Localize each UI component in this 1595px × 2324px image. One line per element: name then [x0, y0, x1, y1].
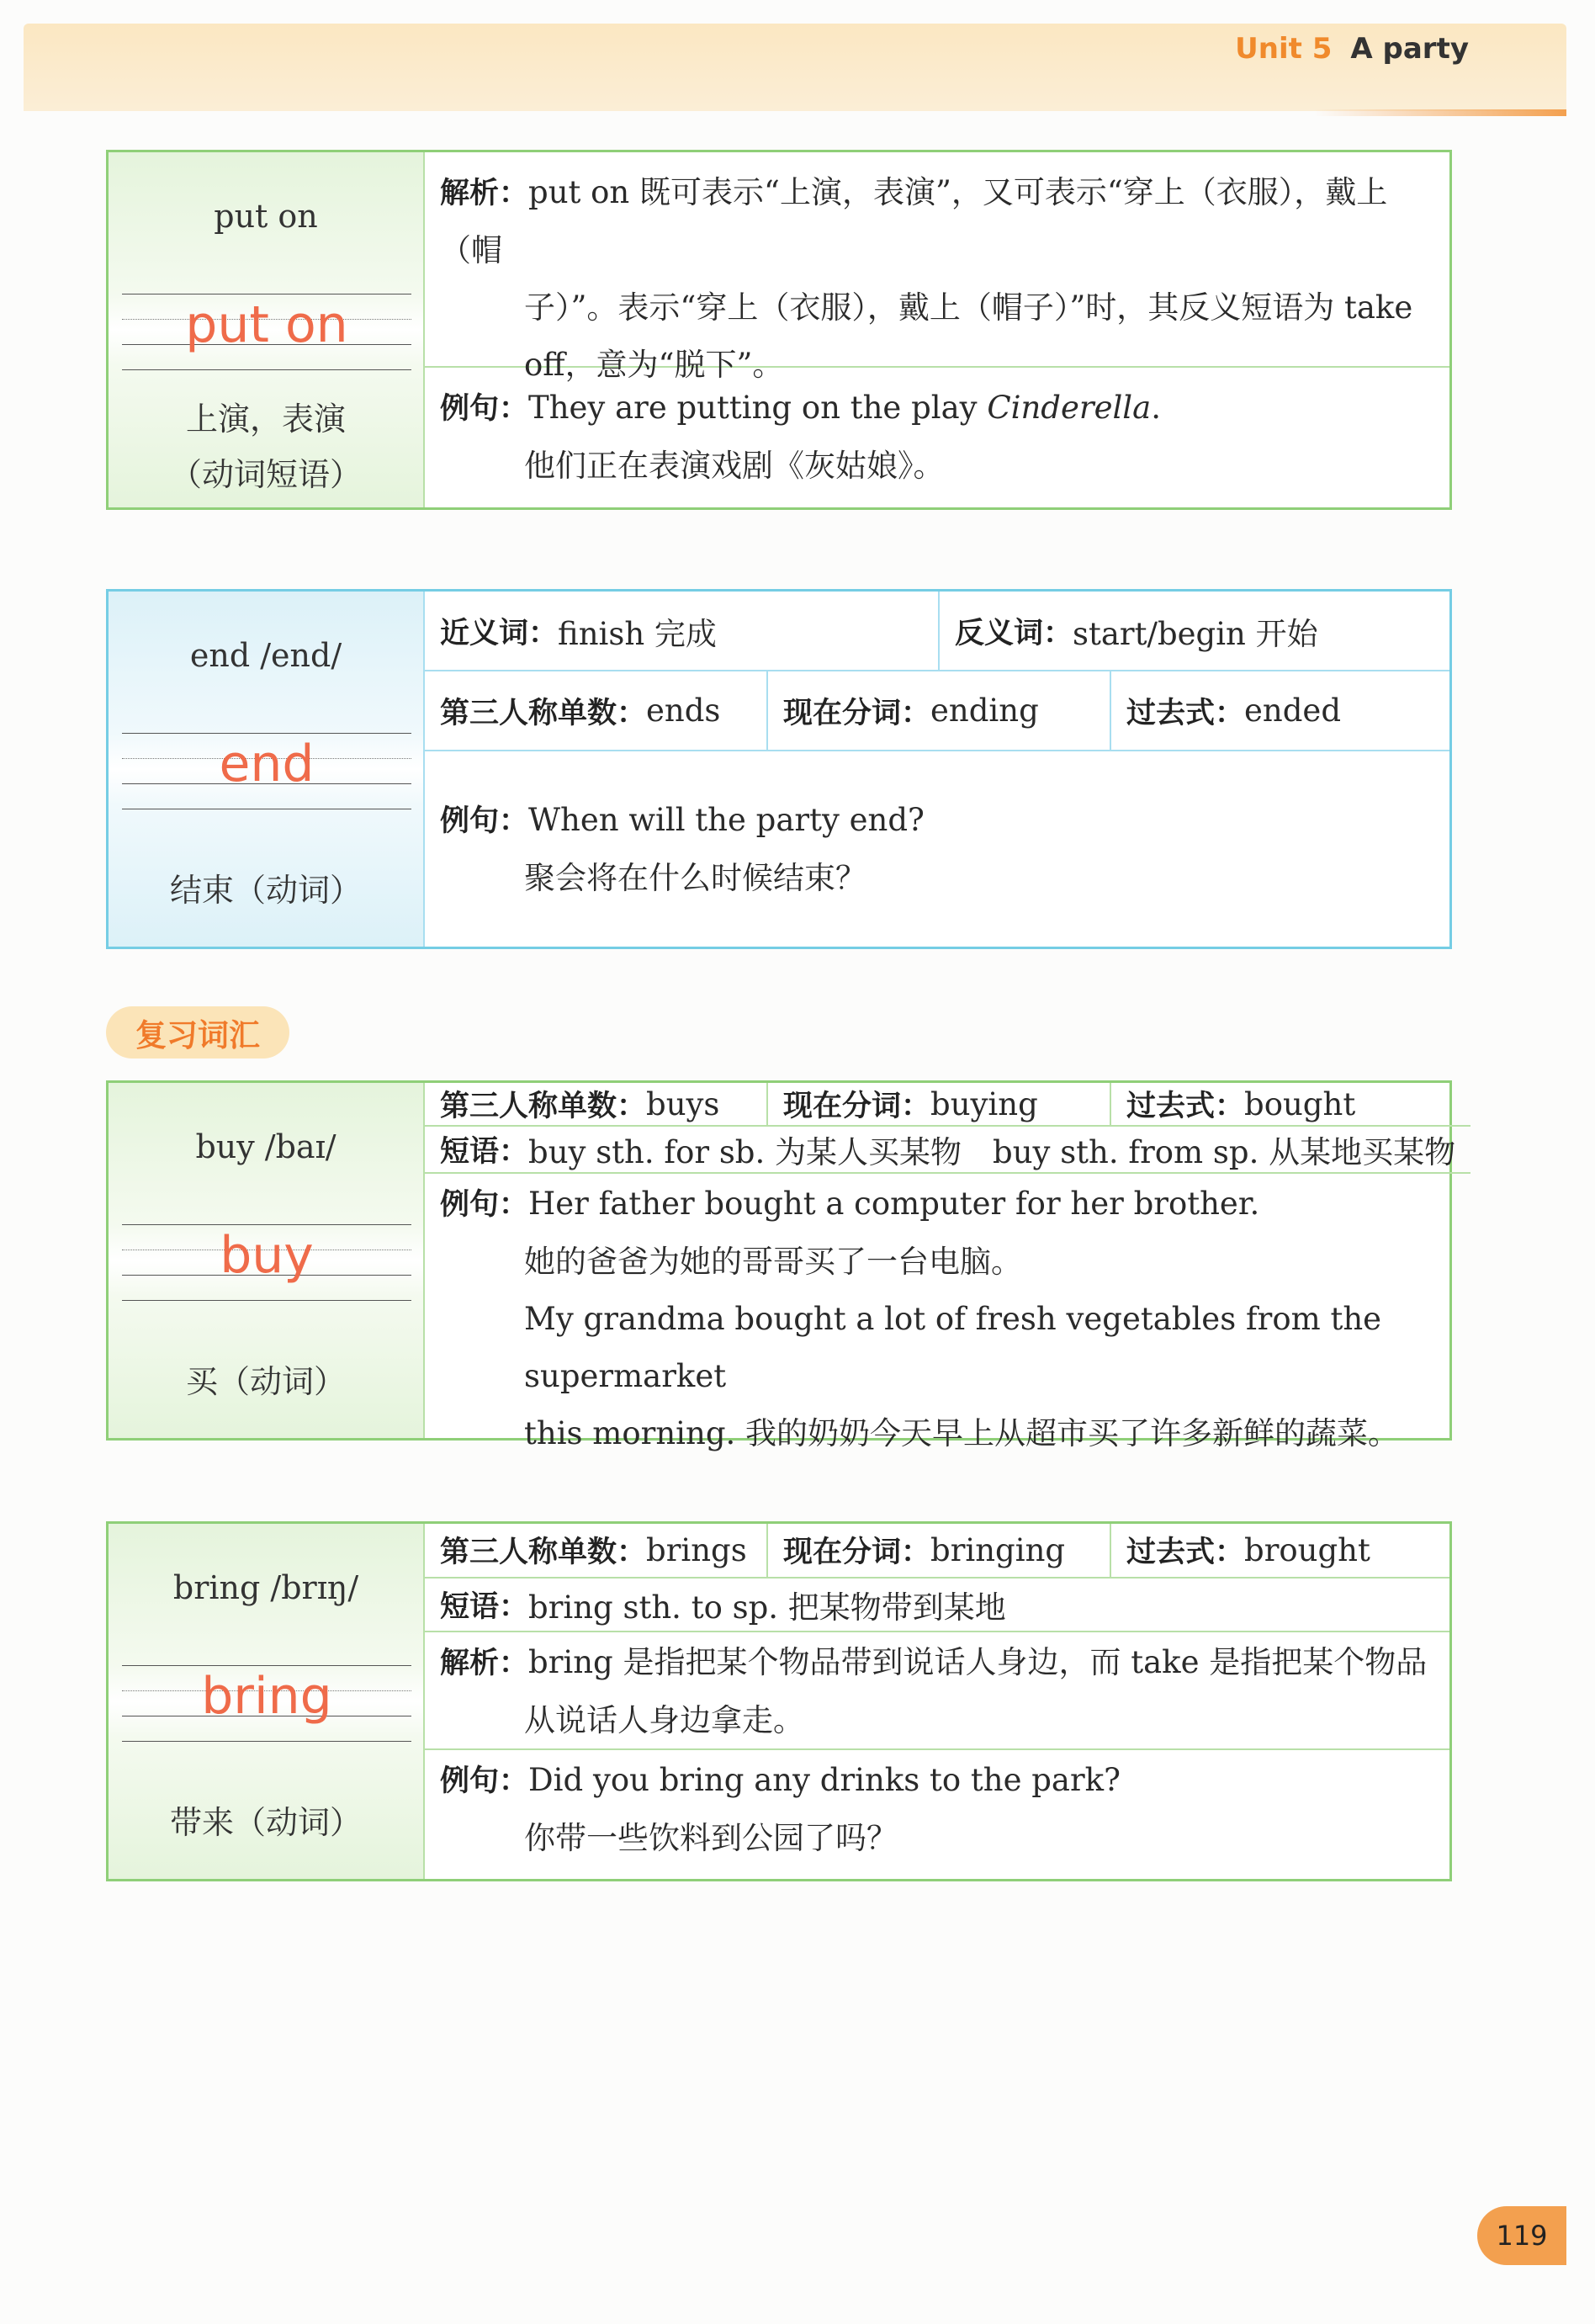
- review-vocabulary-tag: 复习词汇: [106, 1006, 289, 1059]
- meaning-line1: 上演，表演: [185, 401, 346, 438]
- headword: buy /baɪ/: [195, 1128, 336, 1165]
- headword: end /end/: [189, 637, 342, 674]
- phrase-cell: [425, 1579, 1449, 1632]
- example-label: 例句：: [440, 392, 529, 426]
- past-tense-label: 过去式：: [1126, 1536, 1245, 1570]
- synonym-value: finish 完成: [558, 615, 717, 652]
- example-zh: 聚会将在什么时候结束？: [524, 859, 866, 896]
- third-person-label: 第三人称单数：: [440, 1536, 647, 1570]
- example-label: 例句：: [440, 1188, 529, 1222]
- details-panel: [425, 592, 1449, 947]
- handwriting-lines: [122, 1224, 411, 1300]
- antonym-label: 反义词：: [955, 616, 1073, 650]
- word-panel: [109, 152, 425, 507]
- example-zh: 他们正在表演戏剧《灰姑娘》。: [524, 448, 945, 484]
- meaning: 买（动词）: [185, 1363, 346, 1400]
- present-participle-value: ending: [930, 692, 1039, 729]
- phrase-label: 短语：: [440, 1135, 529, 1169]
- handwriting-word: bring: [201, 1667, 332, 1726]
- past-tense-cell: [1111, 1083, 1470, 1125]
- vocab-card-buy: [106, 1080, 1456, 1451]
- example-label: 例句：: [440, 1764, 529, 1798]
- present-participle-value: bringing: [930, 1531, 1066, 1568]
- third-person-cell: [425, 671, 768, 750]
- example-en-pre: They are putting on the play: [528, 390, 988, 426]
- third-person-label: 第三人称单数：: [440, 696, 647, 730]
- forms-row: [425, 1083, 1470, 1127]
- synonym-label: 近义词：: [440, 616, 559, 650]
- unit-title: A party: [1350, 32, 1469, 66]
- vocab-card-put-on: [106, 150, 1452, 510]
- analysis-label: 解析：: [440, 177, 529, 210]
- example-en-post: .: [1151, 390, 1161, 426]
- example-row: [425, 1750, 1449, 1879]
- details-panel: [425, 1524, 1449, 1879]
- present-participle-value: buying: [930, 1085, 1038, 1122]
- example2-line1: My grandma bought a lot of fresh vegetables from the supermarket: [524, 1301, 1382, 1394]
- example-block: [425, 1750, 1136, 1879]
- handwriting-lines: [122, 1665, 411, 1741]
- unit-number: Unit 5: [1235, 32, 1333, 66]
- analysis-row: [425, 152, 1449, 383]
- example-row: [425, 368, 1449, 507]
- example1-en: Her father bought a computer for her brother.: [528, 1186, 1260, 1222]
- example-label: 例句：: [440, 804, 529, 838]
- synonym-row: [425, 592, 1449, 671]
- third-person-label: 第三人称单数：: [440, 1090, 647, 1123]
- forms-row: [425, 671, 1449, 751]
- phrase-label: 短语：: [440, 1589, 529, 1624]
- third-person-value: brings: [646, 1531, 747, 1568]
- analysis-block: [425, 152, 1449, 383]
- example-block: [425, 780, 940, 919]
- present-participle-cell: [768, 1524, 1111, 1577]
- example-row: [425, 1174, 1470, 1474]
- phrase-row: [425, 1579, 1449, 1633]
- analysis-text-3: off，意为“脱下”。: [524, 347, 784, 383]
- third-person-value: buys: [646, 1085, 720, 1122]
- analysis-text-2: 从说话人身边拿走。: [524, 1702, 804, 1738]
- past-tense-label: 过去式：: [1126, 696, 1245, 730]
- handwriting-word: put on: [185, 295, 348, 354]
- phrase-row: [425, 1127, 1470, 1174]
- analysis-block: [425, 1632, 1442, 1748]
- details-panel: [425, 152, 1449, 507]
- example2-line2: this morning. 我的奶奶今天早上从超市买了许多新鲜的蔬菜。: [524, 1415, 1400, 1451]
- example-block: [425, 1174, 1470, 1474]
- meaning-line2: （动词短语）: [169, 456, 362, 493]
- word-panel: [109, 1083, 425, 1438]
- example-en-title: Cinderella: [987, 390, 1152, 426]
- vocab-card-end: [106, 589, 1452, 949]
- past-tense-cell: [1111, 1524, 1449, 1577]
- antonym-value: start/begin 开始: [1073, 615, 1318, 652]
- meaning: 结束（动词）: [169, 872, 362, 909]
- example-row: [425, 751, 1449, 947]
- third-person-cell: [425, 1524, 768, 1577]
- example-zh: 你带一些饮料到公园了吗？: [524, 1820, 898, 1856]
- antonym-cell: [940, 592, 1449, 670]
- vocab-card-bring: [106, 1521, 1452, 1881]
- unit-header: [1235, 32, 1469, 66]
- analysis-label: 解析：: [440, 1647, 529, 1680]
- past-tense-value: ended: [1244, 692, 1342, 729]
- synonym-cell: [425, 592, 940, 670]
- example-en: When will the party end?: [528, 801, 925, 838]
- handwriting-lines: [122, 733, 411, 809]
- details-panel: [425, 1083, 1470, 1451]
- headword: bring /brɪŋ/: [172, 1569, 359, 1606]
- past-tense-value: bought: [1244, 1085, 1356, 1122]
- past-tense-cell: [1111, 671, 1449, 750]
- word-panel: [109, 1524, 425, 1879]
- meaning: 带来（动词）: [169, 1804, 362, 1841]
- example-en: Did you bring any drinks to the park?: [528, 1762, 1121, 1798]
- example1-zh: 她的爸爸为她的哥哥买了一台电脑。: [524, 1244, 1022, 1280]
- present-participle-label: 现在分词：: [783, 696, 931, 730]
- analysis-text-2: 子）”。表示“穿上（衣服），戴上（帽子）”时，其反义短语为 take: [524, 289, 1413, 326]
- word-panel: [109, 592, 425, 947]
- handwriting-word: buy: [220, 1226, 314, 1285]
- example-block: [425, 368, 1176, 507]
- present-participle-cell: [768, 671, 1111, 750]
- third-person-value: ends: [646, 692, 721, 729]
- handwriting-word: end: [219, 735, 315, 793]
- third-person-cell: [425, 1083, 768, 1125]
- forms-row: [425, 1524, 1449, 1579]
- present-participle-label: 现在分词：: [783, 1536, 931, 1570]
- analysis-row: [425, 1632, 1449, 1750]
- analysis-text-1: bring 是指把某个物品带到说话人身边，而 take 是指把某个物品: [528, 1644, 1428, 1680]
- present-participle-cell: [768, 1083, 1111, 1125]
- analysis-text-1: put on 既可表示“上演，表演”，又可表示“穿上（衣服），戴上（帽: [440, 174, 1388, 268]
- headword: put on: [214, 198, 318, 235]
- present-participle-label: 现在分词：: [783, 1090, 931, 1123]
- handwriting-lines: [122, 294, 411, 369]
- phrase-value: buy sth. for sb. 为某人买某物 buy sth. from sp. 从某地买某物: [528, 1134, 1456, 1170]
- phrase-cell: [425, 1127, 1470, 1172]
- past-tense-value: brought: [1244, 1531, 1370, 1568]
- phrase-value: bring sth. to sp. 把某物带到某地: [528, 1589, 1006, 1626]
- page-number: 119: [1477, 2206, 1566, 2265]
- past-tense-label: 过去式：: [1126, 1090, 1245, 1123]
